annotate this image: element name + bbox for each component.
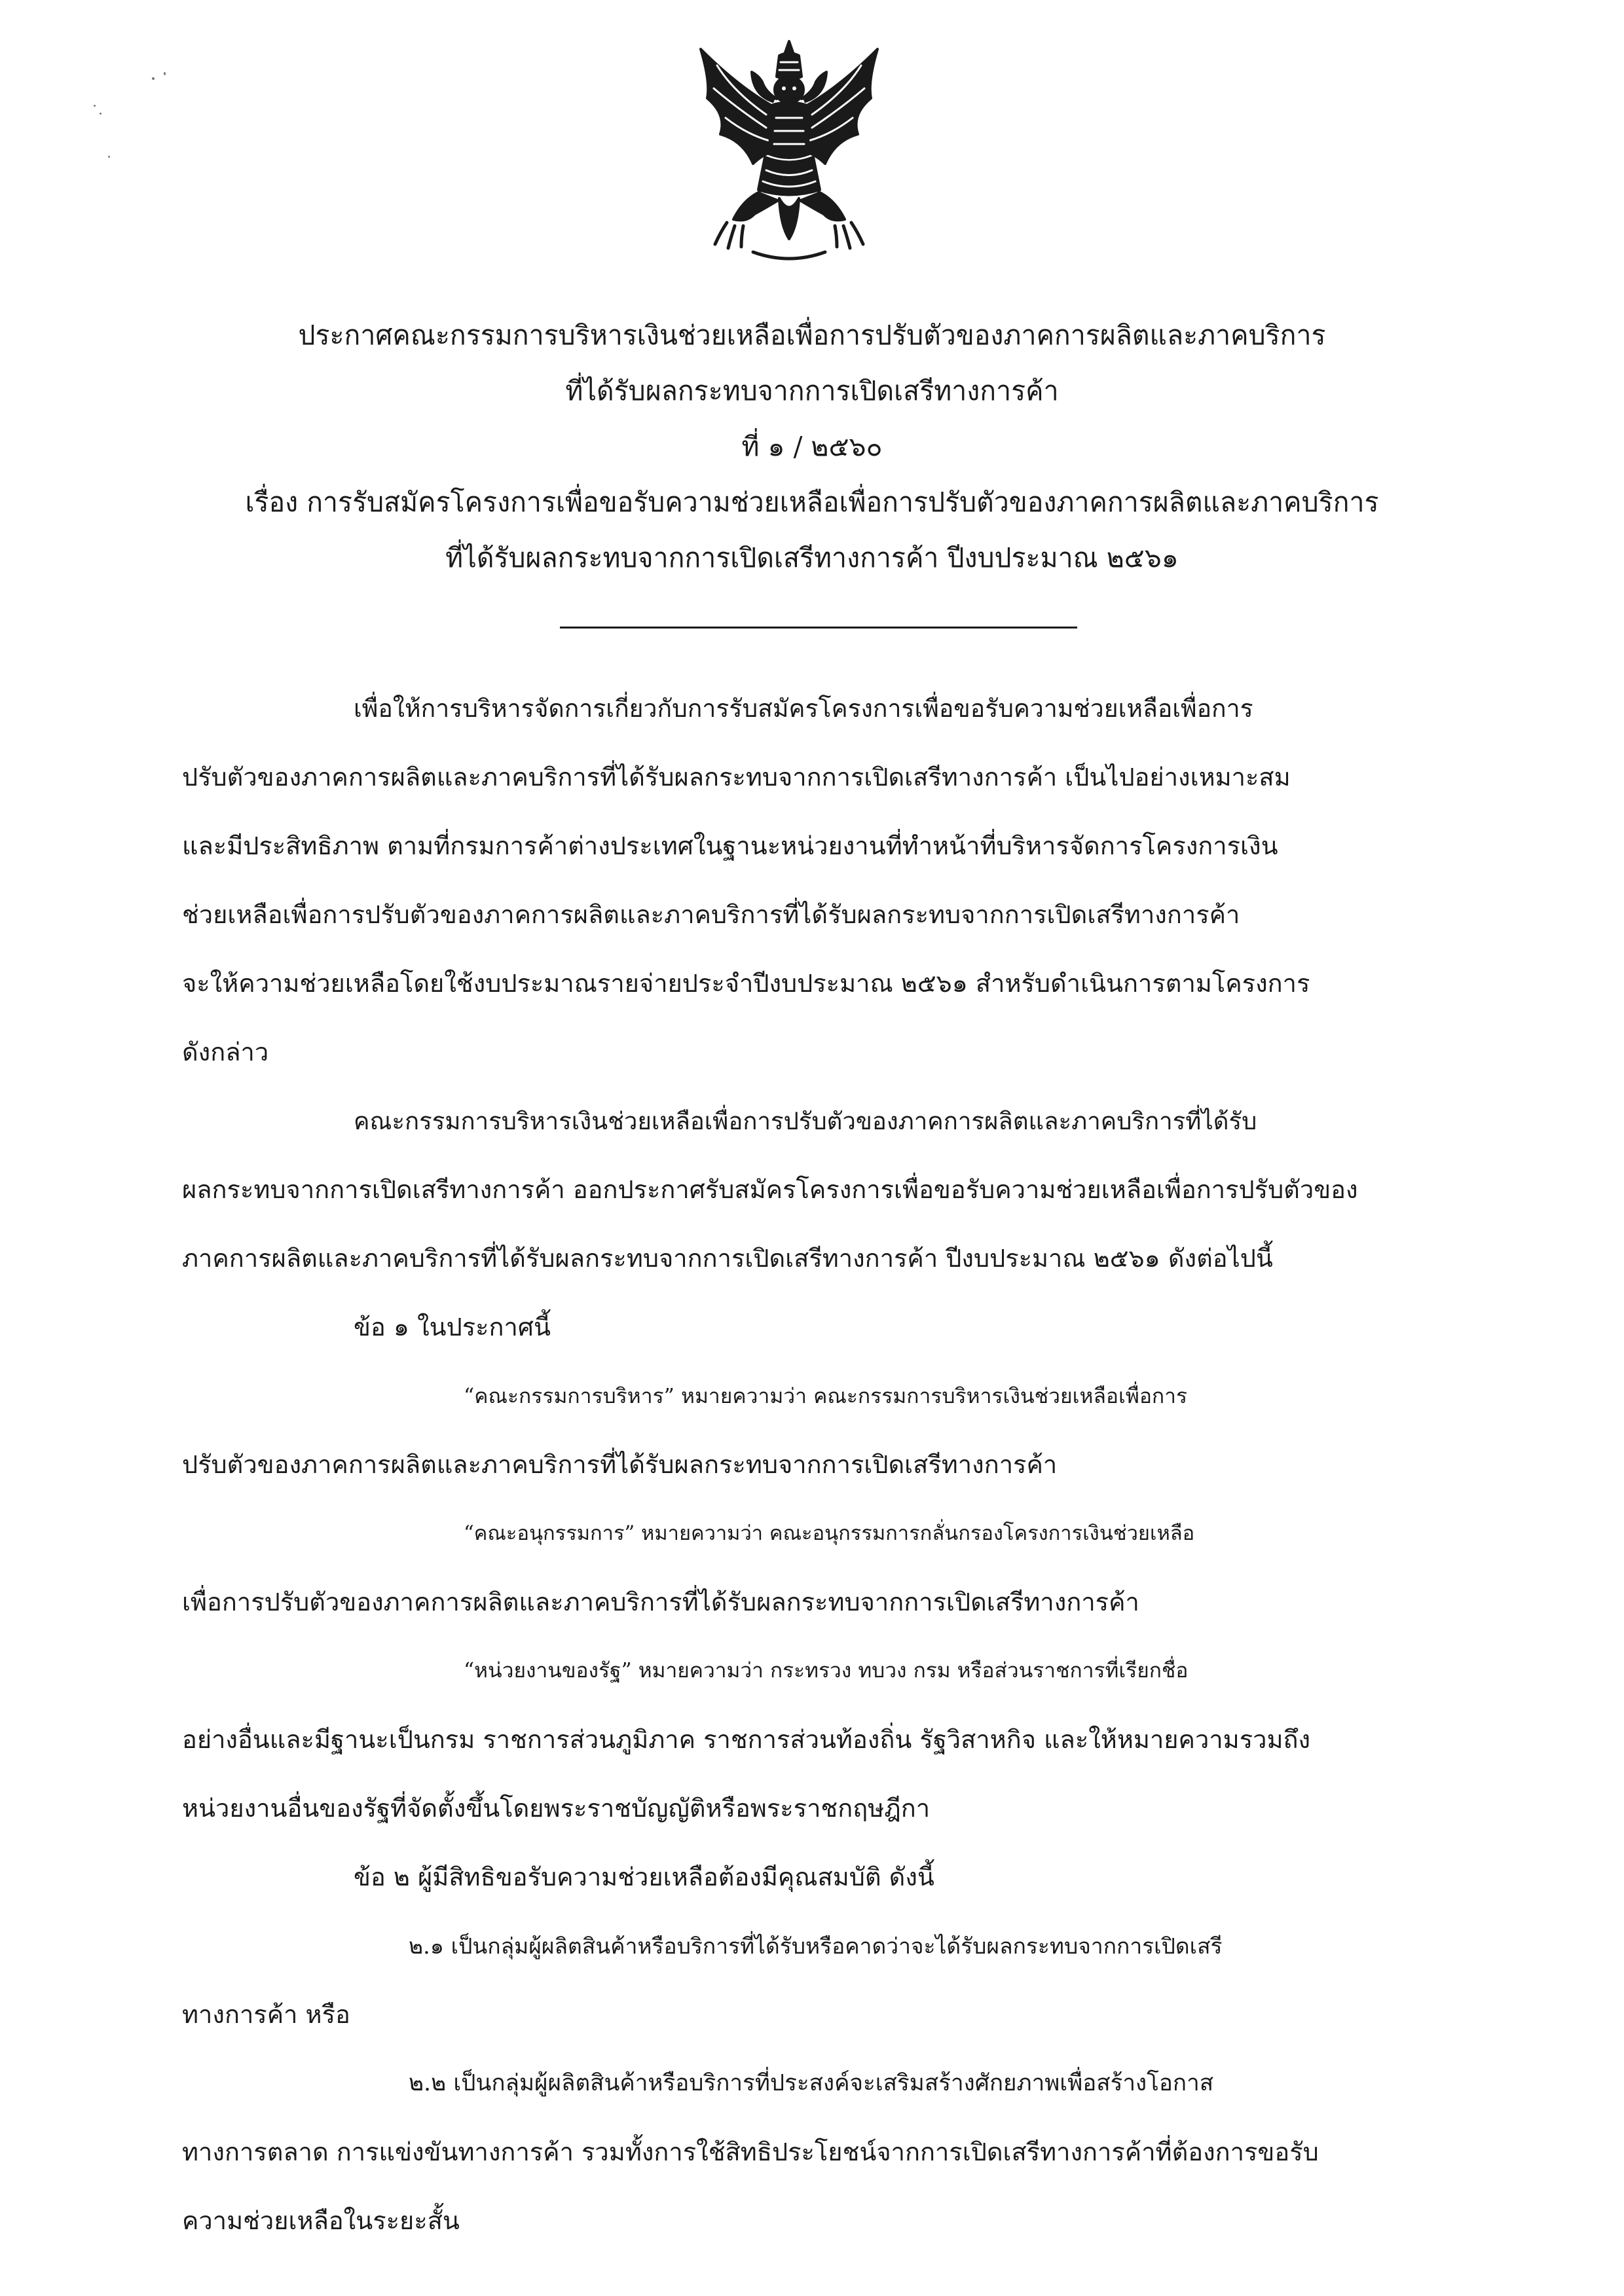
announcement-body	[182, 674, 1433, 2255]
text-line: ภาคการผลิตและภาคบริการที่ได้รับผลกระทบจากการเปิดเสรีทางการค้า ปีงบประมาณ ๒๕๖๑ ดังต่อไปนี้	[182, 1244, 1273, 1273]
scan-speck	[108, 156, 110, 158]
text-line: ๒.๑ เป็นกลุ่มผู้ผลิตสินค้าหรือบริการที่ได้รับหรือคาดว่าจะได้รับผลกระทบจากการเปิดเสรี	[409, 1933, 1223, 1959]
clause-2-heading	[182, 1843, 1433, 1912]
text-line: ปรับตัวของภาคการผลิตและภาคบริการที่ได้รับผลกระทบจากการเปิดเสรีทางการค้า	[182, 1450, 1058, 1479]
text-line: เพื่อการปรับตัวของภาคการผลิตและภาคบริการที่ได้รับผลกระทบจากการเปิดเสรีทางการค้า	[182, 1588, 1139, 1616]
announcement-title-line-2: ที่ได้รับผลกระทบจากการเปิดเสรีทางการค้า	[565, 375, 1059, 407]
scan-speck	[94, 105, 96, 107]
text-line: คณะกรรมการบริหารเงินช่วยเหลือเพื่อการปรับตัวของภาคการผลิตและภาคบริการที่ได้รับ	[354, 1107, 1257, 1135]
scan-speck	[100, 113, 101, 115]
text-line: ความช่วยเหลือในระยะสั้น	[182, 2206, 460, 2235]
definition-state-agency	[182, 1637, 1433, 1843]
text-line: เพื่อให้การบริหารจัดการเกี่ยวกับการรับสมัครโครงการเพื่อขอรับความช่วยเหลือเพื่อการ	[354, 694, 1253, 723]
text-line: ข้อ ๒ ผู้มีสิทธิขอรับความช่วยเหลือต้องมีคุณสมบัติ ดังนี้	[354, 1863, 934, 1891]
announcement-header	[118, 308, 1506, 586]
text-line: ทางการค้า หรือ	[182, 2000, 350, 2029]
text-line: ๒.๒ เป็นกลุ่มผู้ผลิตสินค้าหรือบริการที่ประสงค์จะเสริมสร้างศักยภาพเพื่อสร้างโอกาส	[409, 2070, 1214, 2096]
announcement-title-line-1: ประกาศคณะกรรมการบริหารเงินช่วยเหลือเพื่อการปรับตัวของภาคการผลิตและภาคบริการ	[298, 319, 1326, 351]
text-line: และมีประสิทธิภาพ ตามที่กรมการค้าต่างประเทศในฐานะหน่วยงานที่ทำหน้าที่บริหารจัดการโครงการเงิน	[182, 831, 1278, 860]
subject-line-1: เรื่อง การรับสมัครโครงการเพื่อขอรับความช่วยเหลือเพื่อการปรับตัวของภาคการผลิตและภาคบริการ	[245, 486, 1379, 518]
text-line: อย่างอื่นและมีฐานะเป็นกรม ราชการส่วนภูมิภาค ราชการส่วนท้องถิ่น รัฐวิสาหกิจ และให้หมายความรวมถึง	[182, 1725, 1311, 1754]
text-line: ทางการตลาด การแข่งขันทางการค้า รวมทั้งการใช้สิทธิประโยชน์จากการเปิดเสรีทางการค้าที่ต้องการขอรับ	[182, 2138, 1319, 2166]
header-divider	[560, 627, 1077, 629]
text-line: “คณะอนุกรรมการ” หมายความว่า คณะอนุกรรมการกลั่นกรองโครงการเงินช่วยเหลือ	[464, 1522, 1195, 1545]
subject-line-2: ที่ได้รับผลกระทบจากการเปิดเสรีทางการค้า ปีงบประมาณ ๒๕๖๑	[445, 542, 1179, 574]
definition-executive-committee	[182, 1362, 1433, 1499]
scan-speck	[164, 72, 166, 75]
garuda-emblem-icon	[681, 36, 897, 272]
text-line: “หน่วยงานของรัฐ” หมายความว่า กระทรวง ทบวง กรม หรือส่วนราชการที่เรียกชื่อ	[464, 1659, 1189, 1683]
scan-speck	[152, 77, 155, 80]
text-line: ผลกระทบจากการเปิดเสรีทางการค้า ออกประกาศรับสมัครโครงการเพื่อขอรับความช่วยเหลือเพื่อการปรับตัวของ	[182, 1175, 1358, 1204]
clause-2-1	[182, 1912, 1433, 2049]
text-line: ปรับตัวของภาคการผลิตและภาคบริการที่ได้รับผลกระทบจากการเปิดเสรีทางการค้า เป็นไปอย่างเหมาะสม	[182, 763, 1291, 792]
announcement-number: ที่ ๑ / ๒๕๖๐	[741, 431, 883, 462]
text-line: หน่วยงานอื่นของรัฐที่จัดตั้งขึ้นโดยพระราชบัญญัติหรือพระราชกฤษฎีกา	[182, 1794, 931, 1823]
definition-subcommittee	[182, 1499, 1433, 1637]
clause-2-2	[182, 2049, 1433, 2255]
text-line: จะให้ความช่วยเหลือโดยใช้งบประมาณรายจ่ายประจำปีงบประมาณ ๒๕๖๑ สำหรับดำเนินการตามโครงการ	[182, 969, 1310, 998]
text-line: ดังกล่าว	[182, 1038, 269, 1066]
clause-1-heading	[182, 1293, 1433, 1362]
text-line: “คณะกรรมการบริหาร” หมายความว่า คณะกรรมการบริหารเงินช่วยเหลือเพื่อการ	[464, 1384, 1188, 1408]
text-line: ข้อ ๑ ในประกาศนี้	[354, 1313, 551, 1341]
text-line: ช่วยเหลือเพื่อการปรับตัวของภาคการผลิตและภาคบริการที่ได้รับผลกระทบจากการเปิดเสรีทางการค้า	[182, 900, 1240, 929]
announcement-paragraph	[182, 1087, 1433, 1293]
intro-paragraph	[182, 674, 1433, 1087]
